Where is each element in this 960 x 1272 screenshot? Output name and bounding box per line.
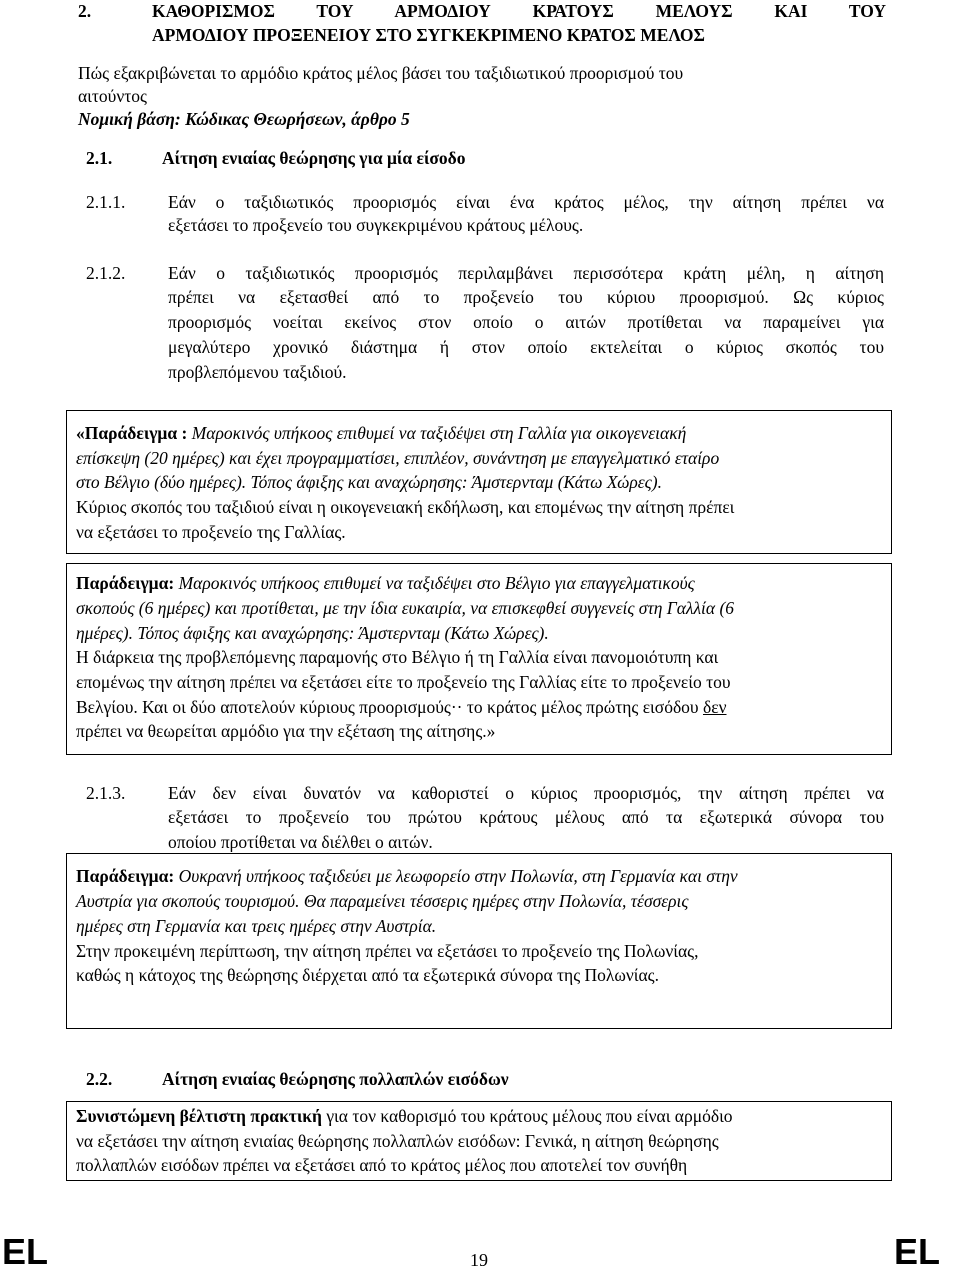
paragraph-line: εξετάσει το προξενείο του συγκεκριμένου κράτους μέλους. (168, 215, 584, 235)
intro-line1: Πώς εξακριβώνεται το αρμόδιο κράτος μέλος βάσει του ταξιδιωτικού προορισμού του (78, 63, 684, 83)
footer-language-code-right: EL (894, 1231, 941, 1272)
subsection-title: Αίτηση ενιαίας θεώρησης για μία είσοδο (162, 148, 466, 168)
subsection-number: 2.2. (86, 1069, 113, 1089)
example-line: Αυστρία για σκοπούς τουρισμού. Θα παραμείνει τέσσερις ημέρες στην Πολωνία, τέσσερις (76, 891, 689, 911)
example-line: ημέρες). Τόπος άφιξης και αναχώρησης: Άμστερνταμ (Κάτω Χώρες). (76, 623, 549, 643)
example-line: καθώς η κάτοχος της θεώρησης διέρχεται από τα εξωτερικά σύνορα της Πολωνίας. (76, 965, 659, 985)
paragraph-line: προορισμός νοείται εκείνος στον οποίο ο αιτών προτίθεται να παραμείνει για (168, 312, 884, 332)
paragraph-number: 2.1.3. (86, 783, 126, 803)
underlined-word: δεν (702, 697, 727, 717)
example-line: επομένως την αίτηση πρέπει να εξετάσει είτε το προξενείο της Γαλλίας είτε το προξενείο του (76, 672, 731, 692)
example-line: Στην προκειμένη περίπτωση, την αίτηση πρέπει να εξετάσει το προξενείο της Πολωνίας, (76, 941, 699, 961)
example-line: πρέπει να θεωρείται αρμόδιο για την εξέταση της αίτησης.» (76, 721, 496, 741)
example-line: να εξετάσει το προξενείο της Γαλλίας. (76, 522, 346, 542)
paragraph-line: Εάν ο ταξιδιωτικός προορισμός είναι ένα κράτος μέλος, την αίτηση πρέπει να (168, 192, 884, 212)
paragraph-line: Εάν δεν είναι δυνατόν να καθοριστεί ο κύριος προορισμός, την αίτηση πρέπει να (168, 783, 884, 803)
example-line: ημέρες στη Γερμανία και τρεις ημέρες στην Αυστρία. (76, 916, 437, 936)
example-line (76, 572, 695, 594)
paragraph-line: οποίου προτίθεται να διέλθει ο αιτών. (168, 832, 433, 852)
example-line: επίσκεψη (20 ημέρες) και έχει προγραμματίσει, επιπλέον, συνάντηση με επαγγελματικό εταίρο (76, 448, 720, 468)
example-line (76, 865, 738, 887)
page-number: 19 (470, 1250, 488, 1270)
example-line (76, 696, 727, 718)
example-text: Ουκρανή υπήκοος ταξιδεύει με λεωφορείο στην Πολωνία, στη Γερμανία και στην (174, 866, 738, 886)
paragraph-number: 2.1.1. (86, 192, 126, 212)
example-line (76, 422, 686, 444)
section-title-line1: ΚΑΘΟΡΙΣΜΟΣ ΤΟΥ ΑΡΜΟΔΙΟΥ ΚΡΑΤΟΥΣ ΜΕΛΟΥΣ ΚΑΙ ΤΟΥ (152, 1, 886, 21)
example-line: Κύριος σκοπός του ταξιδιού είναι η οικογενειακή εκδήλωση, και επομένως την αίτηση πρέπει (76, 497, 735, 517)
example-label: Παράδειγμα: (76, 573, 175, 593)
best-practice-label: Συνιστώμενη βέλτιστη πρακτική (76, 1106, 322, 1126)
paragraph-line: προβλεπόμενου ταξιδιού. (168, 362, 347, 382)
example-text: Βελγίου. Και οι δύο αποτελούν κύριους προορισμούς·· το κράτος μέλος πρώτης εισόδου (76, 697, 703, 717)
best-practice-line: πολλαπλών εισόδων πρέπει να εξετάσει από το κράτος μέλος που αποτελεί τον συνήθη (76, 1155, 688, 1175)
subsection-title: Αίτηση ενιαίας θεώρησης πολλαπλών εισόδων (162, 1069, 509, 1089)
section-number: 2. (78, 1, 92, 21)
example-label: «Παράδειγμα : (76, 423, 188, 443)
best-practice-line: να εξετάσει την αίτηση ενιαίας θεώρησης πολλαπλών εισόδων: Γενικά, η αίτηση θεώρησης (76, 1131, 719, 1151)
example-line: Η διάρκεια της προβλεπόμενης παραμονής στο Βέλγιο ή τη Γαλλία είναι πανομοιότυπη και (76, 647, 719, 667)
section-title-line2: ΑΡΜΟΔΙΟΥ ΠΡΟΞΕΝΕΙΟΥ ΣΤΟ ΣΥΓΚΕΚΡΙΜΕΝΟ ΚΡΑΤΟΣ ΜΕΛΟΣ (152, 25, 705, 45)
subsection-number: 2.1. (86, 148, 113, 168)
paragraph-line: μεγαλύτερο χρονικό διάστημα ή στον οποίο εκτελείται ο κύριος σκοπός του (168, 337, 884, 357)
paragraph-number: 2.1.2. (86, 263, 126, 283)
example-text: Μαροκινός υπήκοος επιθυμεί να ταξιδέψει στο Βέλγιο για επαγγελματικούς (174, 573, 695, 593)
paragraph-line: πρέπει να εξετασθεί από το προξενείο του κύριου προορισμού. Ως κύριος (168, 287, 884, 307)
paragraph-line: Εάν ο ταξιδιωτικός προορισμός περιλαμβάνει περισσότερα κράτη μέλη, η αίτηση (168, 263, 884, 283)
footer-language-code-left: EL (2, 1231, 49, 1272)
intro-line2: αιτούντος (78, 86, 147, 106)
example-label: Παράδειγμα: (76, 866, 175, 886)
legal-basis: Νομική βάση: Κώδικας Θεωρήσεων, άρθρο 5 (78, 109, 410, 129)
example-text: Μαροκινός υπήκοος επιθυμεί να ταξιδέψει στη Γαλλία για οικογενειακή (187, 423, 687, 443)
example-line: στο Βέλγιο (δύο ημέρες). Τόπος άφιξης και αναχώρησης: Άμστερνταμ (Κάτω Χώρες). (76, 472, 662, 492)
best-practice-text: για τον καθορισμό του κράτους μέλους που είναι αρμόδιο (321, 1106, 733, 1126)
example-line: σκοπούς (6 ημέρες) και προτίθεται, με την ίδια ευκαιρία, να επισκεφθεί συγγενείς στη Γαλλία (6 (76, 598, 735, 618)
paragraph-line: εξετάσει το προξενείο του πρώτου κράτους μέλους από τα εξωτερικά σύνορα του (168, 807, 884, 827)
best-practice-line (76, 1105, 733, 1127)
